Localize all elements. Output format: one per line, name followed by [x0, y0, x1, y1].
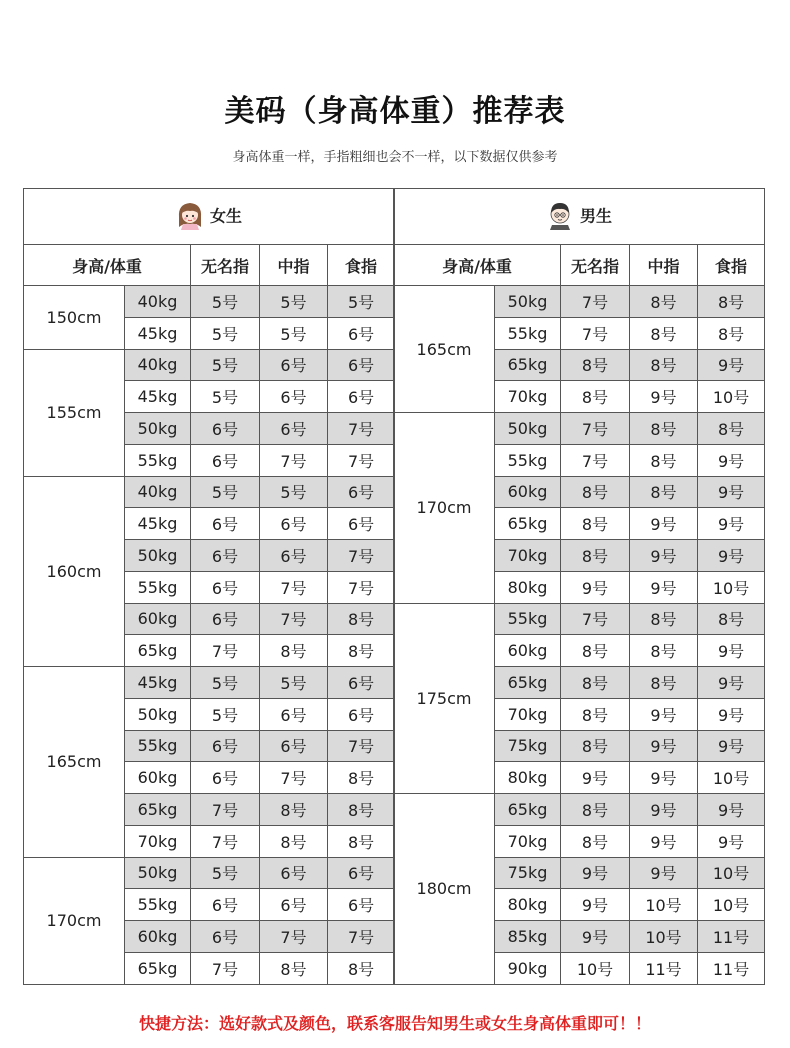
weight-cell: 65kg	[495, 667, 561, 699]
middle-finger-size-cell: 8号	[260, 794, 328, 826]
weight-cell: 65kg	[495, 508, 561, 540]
middle-finger-size-cell: 6号	[260, 381, 328, 413]
table-row	[394, 603, 765, 635]
weight-cell: 55kg	[125, 444, 191, 476]
middle-finger-size-cell: 11号	[630, 952, 698, 984]
middle-finger-size-cell: 8号	[630, 603, 698, 635]
index-finger-size-cell: 8号	[328, 825, 395, 857]
ring-finger-size-cell: 9号	[561, 857, 630, 889]
weight-cell: 50kg	[125, 540, 191, 572]
weight-cell: 70kg	[125, 825, 191, 857]
middle-finger-size-cell: 9号	[630, 508, 698, 540]
index-finger-size-cell: 8号	[328, 635, 395, 667]
middle-finger-size-cell: 8号	[260, 825, 328, 857]
middle-finger-size-cell: 6号	[260, 349, 328, 381]
ring-finger-size-cell: 7号	[191, 825, 260, 857]
ring-finger-size-cell: 8号	[561, 730, 630, 762]
weight-cell: 60kg	[125, 603, 191, 635]
middle-finger-size-cell: 8号	[630, 476, 698, 508]
ring-finger-size-cell: 5号	[191, 857, 260, 889]
middle-finger-size-cell: 10号	[630, 889, 698, 921]
ring-finger-size-cell: 7号	[191, 952, 260, 984]
column-header-middle-finger: 中指	[630, 245, 698, 286]
ring-finger-size-cell: 8号	[561, 508, 630, 540]
middle-finger-size-cell: 8号	[630, 635, 698, 667]
height-cell: 155cm	[24, 349, 125, 476]
index-finger-size-cell: 7号	[328, 444, 395, 476]
ring-finger-size-cell: 8号	[561, 349, 630, 381]
table-row	[394, 286, 765, 318]
ring-finger-size-cell: 8号	[561, 825, 630, 857]
ring-finger-size-cell: 5号	[191, 349, 260, 381]
index-finger-size-cell: 7号	[328, 730, 395, 762]
ring-finger-size-cell: 6号	[191, 413, 260, 445]
middle-finger-size-cell: 5号	[260, 317, 328, 349]
table-row	[24, 667, 395, 699]
weight-cell: 55kg	[495, 444, 561, 476]
weight-cell: 50kg	[125, 857, 191, 889]
ring-finger-size-cell: 7号	[561, 603, 630, 635]
weight-cell: 50kg	[495, 413, 561, 445]
ring-finger-size-cell: 8号	[561, 381, 630, 413]
male-section-label: 男生	[580, 206, 613, 225]
weight-cell: 40kg	[125, 476, 191, 508]
middle-finger-size-cell: 8号	[630, 667, 698, 699]
ring-finger-size-cell: 6号	[191, 921, 260, 953]
weight-cell: 80kg	[495, 889, 561, 921]
middle-finger-size-cell: 9号	[630, 762, 698, 794]
weight-cell: 75kg	[495, 857, 561, 889]
middle-finger-size-cell: 8号	[630, 413, 698, 445]
weight-cell: 55kg	[125, 889, 191, 921]
middle-finger-size-cell: 5号	[260, 667, 328, 699]
index-finger-size-cell: 11号	[698, 921, 765, 953]
middle-finger-size-cell: 7号	[260, 603, 328, 635]
weight-cell: 40kg	[125, 286, 191, 318]
weight-cell: 50kg	[125, 413, 191, 445]
male-size-table	[393, 188, 765, 985]
height-cell: 150cm	[24, 286, 125, 350]
page-subtitle: 身高体重一样，手指粗细也会不一样，以下数据仅供参考	[232, 150, 558, 165]
height-cell: 160cm	[24, 476, 125, 667]
index-finger-size-cell: 10号	[698, 571, 765, 603]
index-finger-size-cell: 9号	[698, 730, 765, 762]
weight-cell: 45kg	[125, 317, 191, 349]
height-cell: 180cm	[394, 794, 495, 985]
weight-cell: 55kg	[495, 317, 561, 349]
weight-cell: 60kg	[495, 476, 561, 508]
female-section-label: 女生	[210, 206, 243, 225]
index-finger-size-cell: 6号	[328, 317, 395, 349]
index-finger-size-cell: 11号	[698, 952, 765, 984]
index-finger-size-cell: 8号	[328, 603, 395, 635]
ring-finger-size-cell: 8号	[561, 635, 630, 667]
middle-finger-size-cell: 8号	[260, 635, 328, 667]
female-size-table	[23, 188, 395, 985]
index-finger-size-cell: 8号	[328, 794, 395, 826]
middle-finger-size-cell: 5号	[260, 286, 328, 318]
weight-cell: 70kg	[495, 540, 561, 572]
middle-finger-size-cell: 5号	[260, 476, 328, 508]
index-finger-size-cell: 8号	[328, 952, 395, 984]
column-header-ring-finger: 无名指	[191, 245, 260, 286]
index-finger-size-cell: 8号	[698, 603, 765, 635]
middle-finger-size-cell: 7号	[260, 921, 328, 953]
weight-cell: 60kg	[125, 921, 191, 953]
middle-finger-size-cell: 9号	[630, 698, 698, 730]
middle-finger-size-cell: 6号	[260, 730, 328, 762]
weight-cell: 80kg	[495, 571, 561, 603]
middle-finger-size-cell: 6号	[260, 857, 328, 889]
index-finger-size-cell: 7号	[328, 540, 395, 572]
ring-finger-size-cell: 6号	[191, 444, 260, 476]
ring-finger-size-cell: 8号	[561, 476, 630, 508]
ring-finger-size-cell: 7号	[561, 444, 630, 476]
height-cell: 170cm	[394, 413, 495, 604]
middle-finger-size-cell: 7号	[260, 571, 328, 603]
index-finger-size-cell: 6号	[328, 381, 395, 413]
ring-finger-size-cell: 9号	[561, 921, 630, 953]
weight-cell: 45kg	[125, 508, 191, 540]
male-section-header	[394, 189, 765, 245]
index-finger-size-cell: 6号	[328, 889, 395, 921]
weight-cell: 50kg	[125, 698, 191, 730]
middle-finger-size-cell: 8号	[260, 952, 328, 984]
index-finger-size-cell: 9号	[698, 698, 765, 730]
weight-cell: 70kg	[495, 698, 561, 730]
index-finger-size-cell: 7号	[328, 413, 395, 445]
weight-cell: 60kg	[125, 762, 191, 794]
ring-finger-size-cell: 6号	[191, 508, 260, 540]
ring-finger-size-cell: 9号	[561, 571, 630, 603]
index-finger-size-cell: 6号	[328, 476, 395, 508]
index-finger-size-cell: 9号	[698, 667, 765, 699]
page-title: 美码（身高体重）推荐表	[224, 94, 566, 129]
middle-finger-size-cell: 8号	[630, 317, 698, 349]
index-finger-size-cell: 9号	[698, 476, 765, 508]
weight-cell: 65kg	[495, 349, 561, 381]
middle-finger-size-cell: 6号	[260, 698, 328, 730]
ring-finger-size-cell: 9号	[561, 762, 630, 794]
weight-cell: 45kg	[125, 381, 191, 413]
middle-finger-size-cell: 8号	[630, 286, 698, 318]
weight-cell: 75kg	[495, 730, 561, 762]
index-finger-size-cell: 8号	[328, 762, 395, 794]
ring-finger-size-cell: 7号	[561, 286, 630, 318]
weight-cell: 45kg	[125, 667, 191, 699]
column-header-height-weight: 身高/体重	[394, 245, 561, 286]
ring-finger-size-cell: 6号	[191, 540, 260, 572]
index-finger-size-cell: 10号	[698, 889, 765, 921]
ring-finger-size-cell: 5号	[191, 317, 260, 349]
index-finger-size-cell: 9号	[698, 635, 765, 667]
middle-finger-size-cell: 6号	[260, 889, 328, 921]
ring-finger-size-cell: 8号	[561, 794, 630, 826]
table-row	[394, 413, 765, 445]
weight-cell: 65kg	[125, 794, 191, 826]
height-cell: 165cm	[24, 667, 125, 858]
index-finger-size-cell: 9号	[698, 508, 765, 540]
middle-finger-size-cell: 10号	[630, 921, 698, 953]
height-cell: 165cm	[394, 286, 495, 413]
index-finger-size-cell: 10号	[698, 762, 765, 794]
index-finger-size-cell: 7号	[328, 571, 395, 603]
column-header-index-finger: 食指	[698, 245, 765, 286]
index-finger-size-cell: 7号	[328, 921, 395, 953]
ring-finger-size-cell: 8号	[561, 540, 630, 572]
weight-cell: 60kg	[495, 635, 561, 667]
index-finger-size-cell: 5号	[328, 286, 395, 318]
ring-finger-size-cell: 6号	[191, 603, 260, 635]
index-finger-size-cell: 8号	[698, 317, 765, 349]
ring-finger-size-cell: 5号	[191, 381, 260, 413]
column-header-ring-finger: 无名指	[561, 245, 630, 286]
middle-finger-size-cell: 9号	[630, 730, 698, 762]
middle-finger-size-cell: 9号	[630, 381, 698, 413]
middle-finger-size-cell: 9号	[630, 857, 698, 889]
quick-method-note: 快捷方法：选好款式及颜色，联系客服告知男生或女生身高体重即可！！	[138, 1014, 651, 1033]
middle-finger-size-cell: 7号	[260, 444, 328, 476]
index-finger-size-cell: 6号	[328, 667, 395, 699]
ring-finger-size-cell: 5号	[191, 476, 260, 508]
weight-cell: 55kg	[125, 730, 191, 762]
middle-finger-size-cell: 6号	[260, 540, 328, 572]
table-row	[24, 857, 395, 889]
weight-cell: 50kg	[495, 286, 561, 318]
height-cell: 175cm	[394, 603, 495, 794]
middle-finger-size-cell: 6号	[260, 413, 328, 445]
ring-finger-size-cell: 7号	[191, 635, 260, 667]
index-finger-size-cell: 9号	[698, 825, 765, 857]
ring-finger-size-cell: 8号	[561, 667, 630, 699]
weight-cell: 70kg	[495, 381, 561, 413]
ring-finger-size-cell: 8号	[561, 698, 630, 730]
middle-finger-size-cell: 9号	[630, 825, 698, 857]
ring-finger-size-cell: 9号	[561, 889, 630, 921]
weight-cell: 65kg	[495, 794, 561, 826]
middle-finger-size-cell: 8号	[630, 349, 698, 381]
middle-finger-size-cell: 9号	[630, 571, 698, 603]
ring-finger-size-cell: 6号	[191, 762, 260, 794]
index-finger-size-cell: 6号	[328, 857, 395, 889]
index-finger-size-cell: 9号	[698, 794, 765, 826]
column-header-height-weight: 身高/体重	[24, 245, 191, 286]
table-row	[24, 476, 395, 508]
middle-finger-size-cell: 7号	[260, 762, 328, 794]
column-header-index-finger: 食指	[328, 245, 395, 286]
index-finger-size-cell: 6号	[328, 349, 395, 381]
index-finger-size-cell: 6号	[328, 508, 395, 540]
index-finger-size-cell: 10号	[698, 381, 765, 413]
middle-finger-size-cell: 6号	[260, 508, 328, 540]
ring-finger-size-cell: 7号	[561, 317, 630, 349]
ring-finger-size-cell: 5号	[191, 286, 260, 318]
index-finger-size-cell: 8号	[698, 413, 765, 445]
column-header-middle-finger: 中指	[260, 245, 328, 286]
table-row	[24, 286, 395, 318]
height-cell: 170cm	[24, 857, 125, 984]
size-chart-grid	[23, 188, 764, 984]
weight-cell: 40kg	[125, 349, 191, 381]
female-section-header	[24, 189, 395, 245]
girl-avatar-icon	[176, 199, 204, 235]
index-finger-size-cell: 10号	[698, 857, 765, 889]
ring-finger-size-cell: 7号	[561, 413, 630, 445]
ring-finger-size-cell: 6号	[191, 889, 260, 921]
weight-cell: 70kg	[495, 825, 561, 857]
weight-cell: 55kg	[125, 571, 191, 603]
middle-finger-size-cell: 9号	[630, 540, 698, 572]
index-finger-size-cell: 8号	[698, 286, 765, 318]
table-row	[394, 794, 765, 826]
weight-cell: 65kg	[125, 952, 191, 984]
ring-finger-size-cell: 5号	[191, 667, 260, 699]
ring-finger-size-cell: 10号	[561, 952, 630, 984]
index-finger-size-cell: 9号	[698, 444, 765, 476]
ring-finger-size-cell: 7号	[191, 794, 260, 826]
weight-cell: 65kg	[125, 635, 191, 667]
index-finger-size-cell: 9号	[698, 540, 765, 572]
ring-finger-size-cell: 6号	[191, 730, 260, 762]
middle-finger-size-cell: 8号	[630, 444, 698, 476]
ring-finger-size-cell: 6号	[191, 571, 260, 603]
boy-avatar-icon	[546, 199, 574, 235]
weight-cell: 80kg	[495, 762, 561, 794]
index-finger-size-cell: 9号	[698, 349, 765, 381]
index-finger-size-cell: 6号	[328, 698, 395, 730]
weight-cell: 85kg	[495, 921, 561, 953]
weight-cell: 90kg	[495, 952, 561, 984]
weight-cell: 55kg	[495, 603, 561, 635]
table-row	[24, 349, 395, 381]
middle-finger-size-cell: 9号	[630, 794, 698, 826]
ring-finger-size-cell: 5号	[191, 698, 260, 730]
